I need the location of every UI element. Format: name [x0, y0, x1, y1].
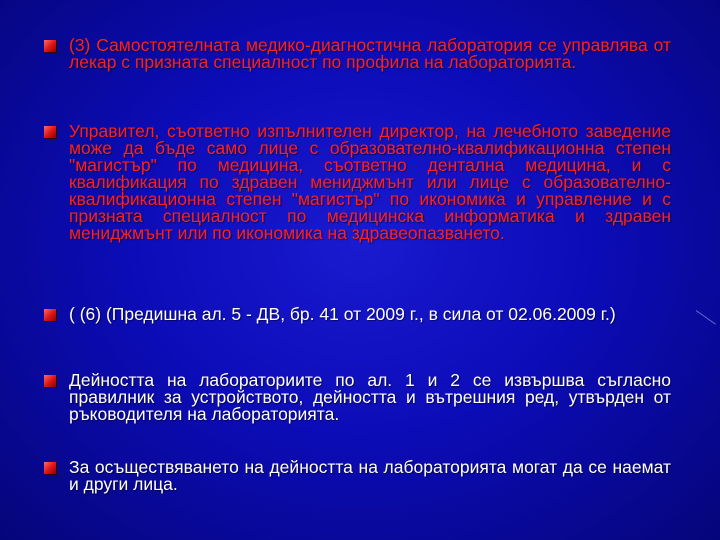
bullet-icon: [44, 40, 56, 52]
bullet-icon: [44, 309, 56, 321]
paragraph-2: Управител, съответно изпълнителен директор, на лечебното заведение може да бъде само лице с образователно-квалификационна степен "магистър" по медицина, съответно дентална медицина, и с квалификация по здравен мениджмънт или лице с образователно-квалификационна степен "магистър" по икономика и управление и с призната специалност по медицинска информатика и здравен мениджмънт или по икономика на здравеопазването.: [69, 121, 671, 243]
paragraph-1: (3) Самостоятелната медико-диагностична лаборатория се управлява от лекар с призната специалност по профила на лабораторията.: [69, 35, 671, 72]
paragraph-3: ( (6) (Предишна ал. 5 - ДВ, бр. 41 от 2009 г., в сила от 02.06.2009 г.): [69, 304, 616, 324]
bullet-icon: [44, 126, 56, 138]
paragraph-4: Дейността на лабораториите по ал. 1 и 2 се извършва съгласно правилник за устройството, дейността и вътрешния ред, утвърден от ръководителя на лабораторията.: [69, 370, 671, 424]
bullet-icon: [44, 462, 56, 474]
bullet-icon: [44, 375, 56, 387]
paragraph-5: За осъществяването на дейността на лабораторията могат да се наемат и други лица.: [69, 457, 671, 494]
decorative-line: [696, 310, 716, 325]
